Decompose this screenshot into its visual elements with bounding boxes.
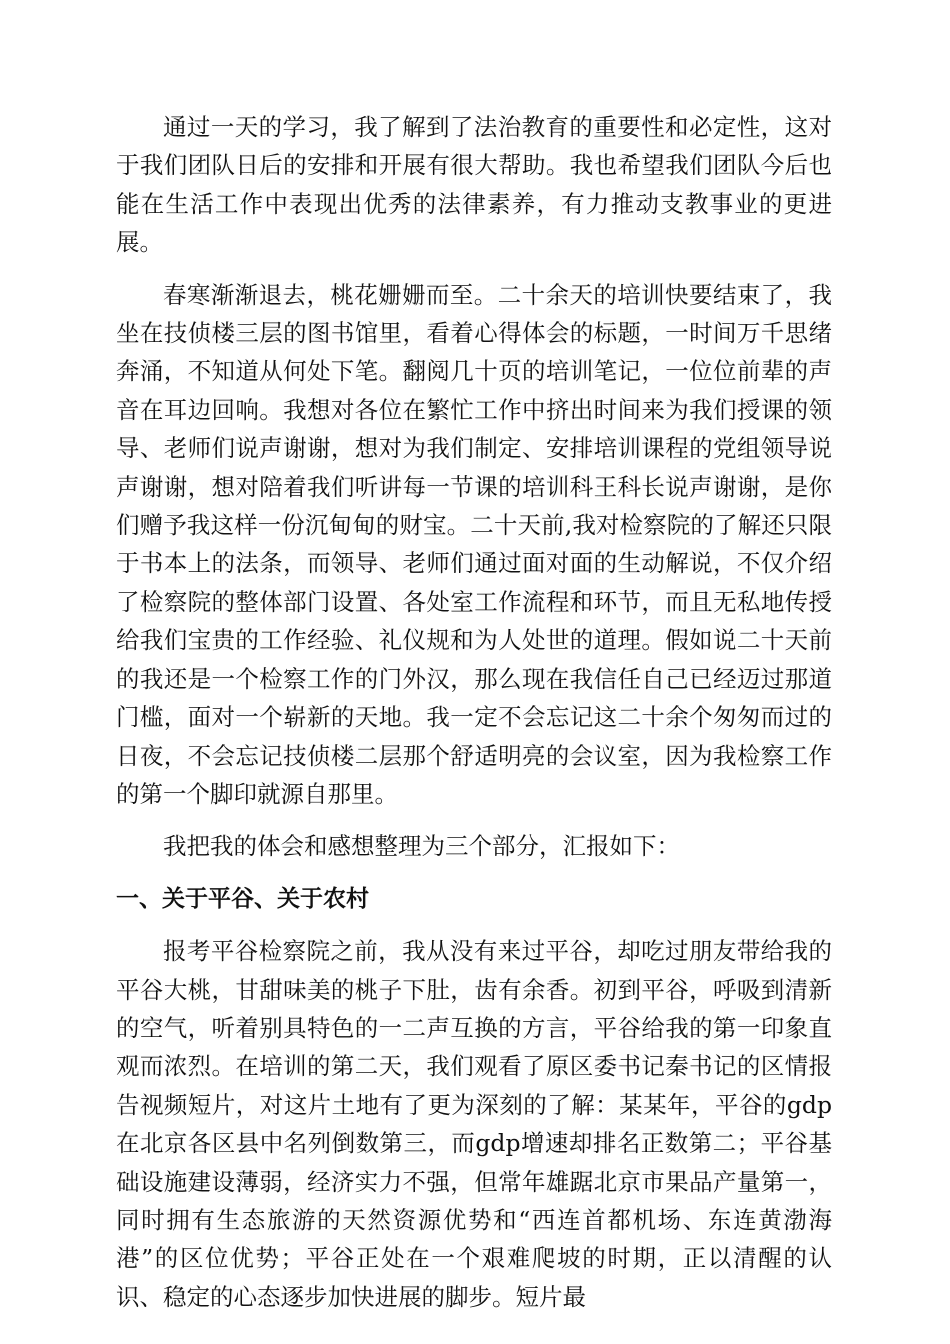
document-page bbox=[116, 108, 832, 1316]
paragraph-training-summary: 通过一天的学习，我了解到了法治教育的重要性和必定性，这对于我们团队日后的安排和开展有很大帮助。我也希望我们团队今后也能在生活工作中表现出优秀的法律素养，有力推动支教事业的更进展。 bbox=[116, 113, 832, 257]
paragraph-pinggu-impression: 报考平谷检察院之前，我从没有来过平谷，却吃过朋友带给我的平谷大桃，甘甜味美的桃子下肚，齿有余香。初到平谷，呼吸到清新的空气，听着别具特色的一二声互换的方言，平谷给我的第一印象直观而浓烈。在培训的第二天，我们观看了原区委书记秦书记的区情报告视频短片，对这片土地有了更为深刻的了解：某某年，平谷的gdp在北京各区县中名列倒数第三，而gdp增速却排名正数第二；平谷基础设施建设薄弱，经济实力不强，但常年雄踞北京市果品产量第一，同时拥有生态旅游的天然资源优势和“西连首都机场、东连黄渤海港”的区位优势；平谷正处在一个艰难爬坡的时期，正以清醒的认识、稳定的心态逐步加快进展的脚步。短片最 bbox=[116, 937, 832, 1311]
paragraph-spring-reflection: 春寒渐渐退去，桃花姗姗而至。二十余天的培训快要结束了，我坐在技侦楼三层的图书馆里，看着心得体会的标题，一时间万千思绪奔涌，不知道从何处下笔。翻阅几十页的培训笔记，一位位前辈的声音在耳边回响。我想对各位在繁忙工作中挤出时间来为我们授课的领导、老师们说声谢谢，想对为我们制定、安排培训课程的党组领导说声谢谢，想对陪着我们听讲每一节课的培训科王科长说声谢谢，是你们赠予我这样一份沉甸甸的财宝。二十天前,我对检察院的了解还只限于书本上的法条，而领导、老师们通过面对面的生动解说，不仅介绍了检察院的整体部门设置、各处室工作流程和环节，而且无私地传授给我们宝贵的工作经验、礼仪规和为人处世的道理。假如说二十天前的我还是一个检察工作的门外汉，那么现在我信任自己已经迈过那道门槛，面对一个崭新的天地。我一定不会忘记这二十余个匆匆而过的日夜，不会忘记技侦楼二层那个舒适明亮的会议室，因为我检察工作的第一个脚印就源自那里。 bbox=[116, 280, 832, 808]
section-heading-pinggu: 一、关于平谷、关于农村 bbox=[116, 885, 369, 912]
paragraph-report-intro: 我把我的体会和感想整理为三个部分，汇报如下： bbox=[163, 832, 680, 861]
